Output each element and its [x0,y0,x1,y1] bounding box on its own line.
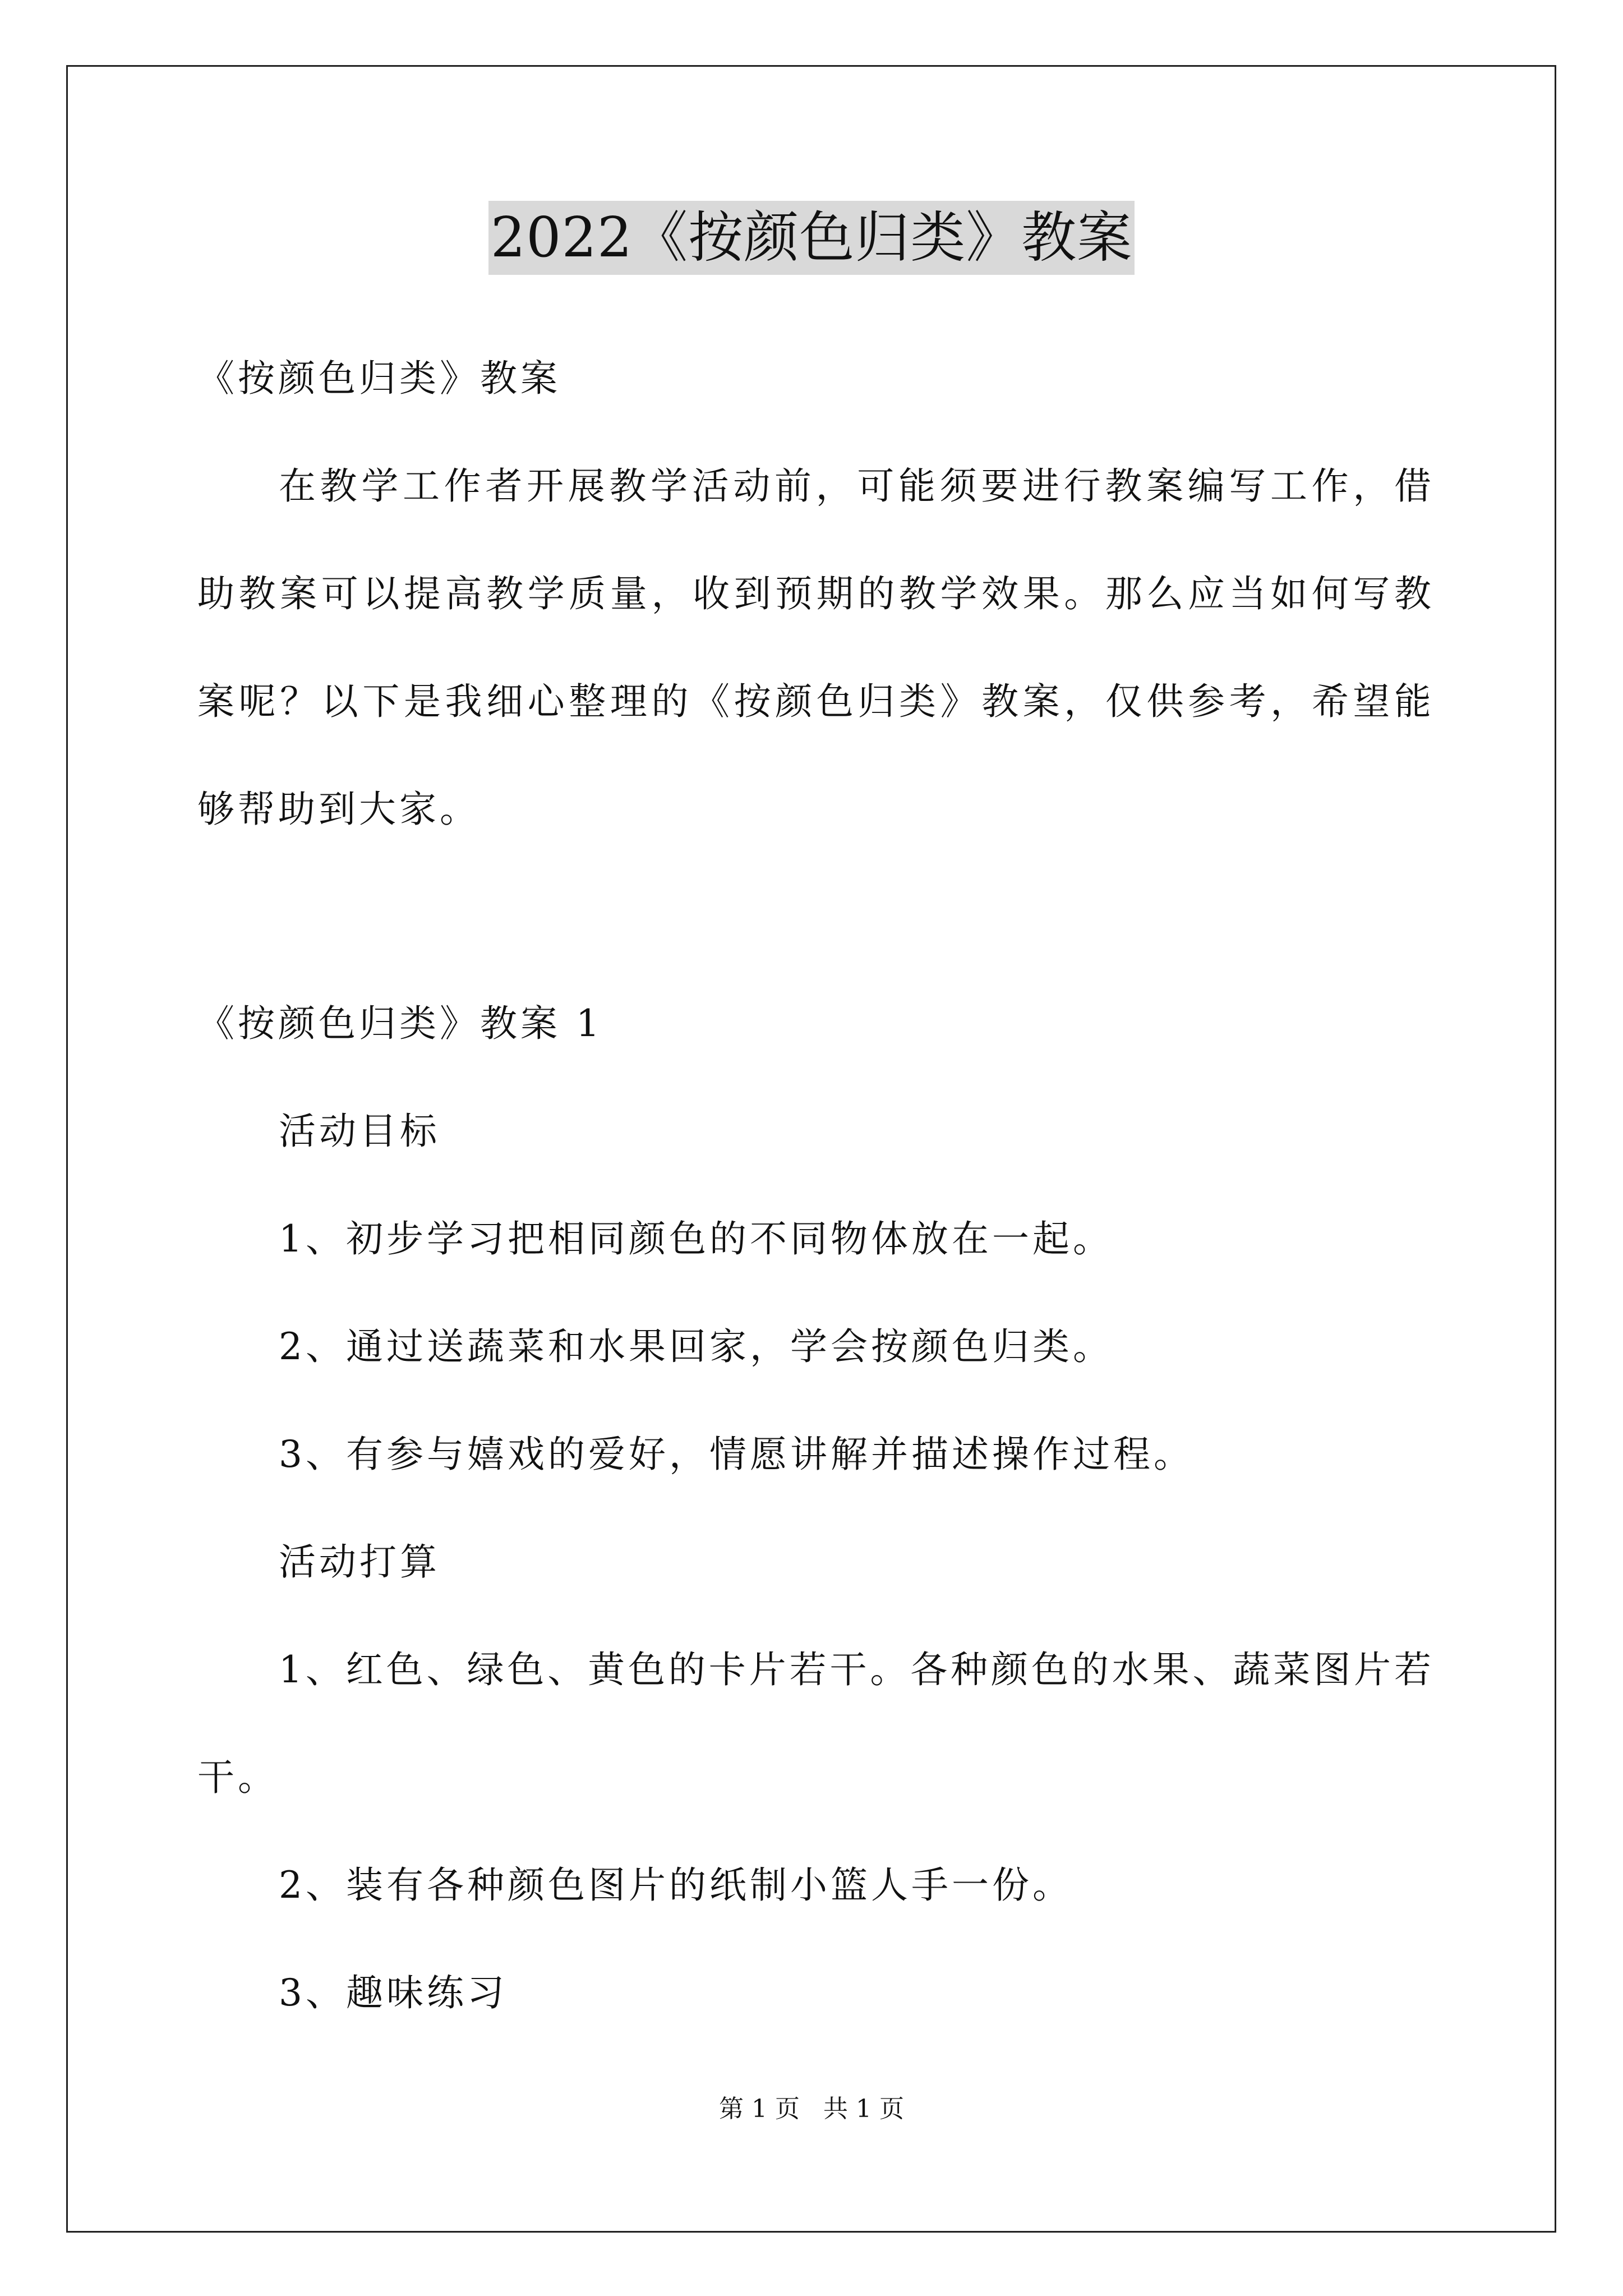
goals-heading: 活动目标 [279,1110,440,1153]
document-subtitle: 《按颜色归类》教案 [197,357,561,400]
intro-line-2: 助教案可以提高教学质量，收到预期的教学效果。那么应当如何写教 [197,572,1431,615]
intro-line-3: 案呢？以下是我细心整理的《按颜色归类》教案，仅供参考，希望能 [197,680,1431,723]
prep-item-3: 3、趣味练习 [279,1971,508,2014]
intro-line-1: 在教学工作者开展教学活动前，可能须要进行教案编写工作，借 [279,464,1431,508]
section1-heading: 《按颜色归类》教案 1 [197,1002,603,1045]
page-footer: 第 1 页 共 1 页 [719,2095,904,2123]
prep-heading: 活动打算 [279,1540,440,1584]
goal-item-2: 2、通过送蔬菜和水果回家，学会按颜色归类。 [279,1325,1113,1368]
prep-item-1-line-2: 干。 [197,1756,278,1799]
goal-item-3: 3、有参与嬉戏的爱好，情愿讲解并描述操作过程。 [279,1433,1194,1476]
prep-item-2: 2、装有各种颜色图片的纸制小篮人手一份。 [279,1864,1073,1907]
title-wrapper [0,201,1623,275]
goal-item-1: 1、初步学习把相同颜色的不同物体放在一起。 [279,1217,1113,1260]
intro-line-4: 够帮助到大家。 [197,788,480,831]
document-title: 2022《按颜色归类》教案 [488,201,1135,275]
prep-item-1-line-1: 1、红色、绿色、黄色的卡片若干。各种颜色的水果、蔬菜图片若 [279,1648,1431,1691]
